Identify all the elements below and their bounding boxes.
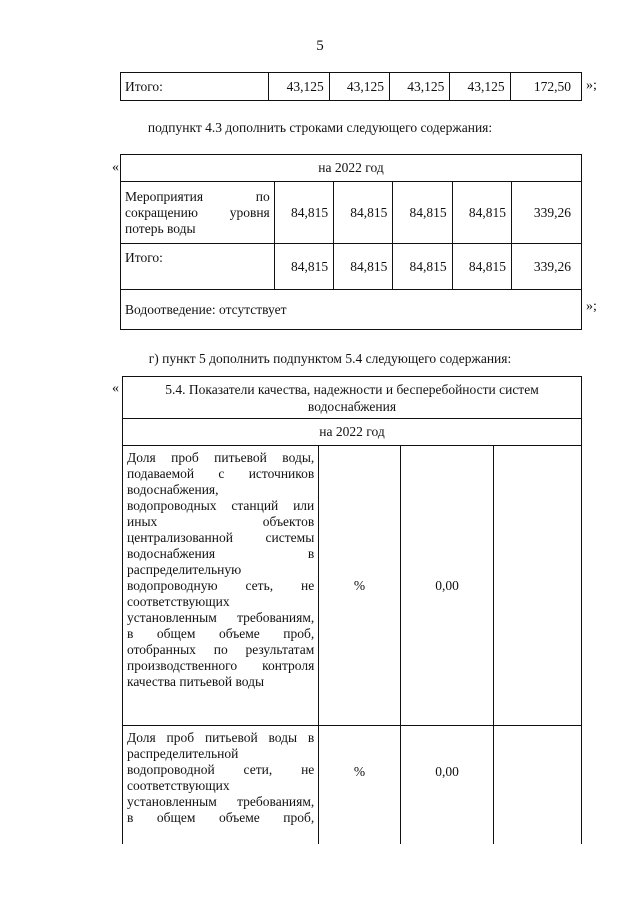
wastewater-row: Водоотведение: отсутствует xyxy=(121,290,582,330)
year-header: на 2022 год xyxy=(123,419,582,446)
closing-quote: »; xyxy=(586,299,597,314)
value-cell: 172,50 xyxy=(510,73,581,101)
page-number: 5 xyxy=(316,38,324,54)
paragraph-point-5: г) пункт 5 дополнить подпунктом 5.4 следующего содержания: xyxy=(148,351,512,366)
value-cell: 84,815 xyxy=(452,182,511,244)
year-header: на 2022 год xyxy=(121,155,582,182)
measures-table xyxy=(120,154,582,330)
row-label-measures: Мероприятия по сокращению уровня потерь воды xyxy=(121,182,275,244)
table-title-row xyxy=(123,377,582,419)
value-cell: 43,125 xyxy=(269,73,329,101)
value-cell: 43,125 xyxy=(390,73,450,101)
value-cell: 0,00 xyxy=(400,726,494,845)
value-cell: 84,815 xyxy=(393,182,452,244)
opening-quote: « xyxy=(112,160,119,175)
table-header-row xyxy=(123,419,582,446)
indicator-text: Доля проб питьевой воды, подаваемой с источников водоснабжения, водопроводных станций или иных объектов централизованной системы водоснабжения в распределительную водопроводную сеть, не соответствующих установленным требованиям, в общем объеме проб, отобранных по результатам производственного контроля качества питьевой воды xyxy=(127,450,315,689)
table-row xyxy=(121,290,582,330)
value-cell: 84,815 xyxy=(274,244,333,290)
indicators-table-clip xyxy=(122,376,582,844)
table-row xyxy=(123,446,582,726)
empty-cell xyxy=(494,726,582,845)
value-cell: 43,125 xyxy=(450,73,510,101)
table-header-row xyxy=(121,155,582,182)
indicator-description xyxy=(123,726,319,845)
empty-cell xyxy=(494,446,582,726)
value-cell: 84,815 xyxy=(452,244,511,290)
row-label: Итого: xyxy=(121,73,269,101)
closing-quote: »; xyxy=(586,78,597,93)
opening-quote: « xyxy=(112,381,119,396)
indicators-table xyxy=(122,376,582,844)
value-cell: 0,00 xyxy=(400,446,494,726)
indicator-text: Доля проб питьевой воды в распределительной водопроводной сети, не соответствующих установленным требованиям, в общем объеме проб, xyxy=(127,730,315,825)
table-row xyxy=(121,244,582,290)
value-cell: 43,125 xyxy=(329,73,389,101)
paragraph-subpoint-4-3: подпункт 4.3 дополнить строками следующего содержания: xyxy=(147,120,493,135)
value-cell: 84,815 xyxy=(334,182,393,244)
table-row xyxy=(121,73,582,101)
value-cell: 84,815 xyxy=(274,182,333,244)
value-cell: 339,26 xyxy=(511,182,581,244)
unit-cell: % xyxy=(319,446,401,726)
totals-table-1 xyxy=(120,72,582,101)
row-label-total: Итого: xyxy=(121,244,275,290)
value-cell: 84,815 xyxy=(393,244,452,290)
value-cell: 339,26 xyxy=(511,244,581,290)
indicator-description xyxy=(123,446,319,726)
unit-cell: % xyxy=(319,726,401,845)
table-row xyxy=(121,182,582,244)
section-title: 5.4. Показатели качества, надежности и бесперебойности систем водоснабжения xyxy=(123,377,582,419)
value-cell: 84,815 xyxy=(334,244,393,290)
table-row xyxy=(123,726,582,845)
